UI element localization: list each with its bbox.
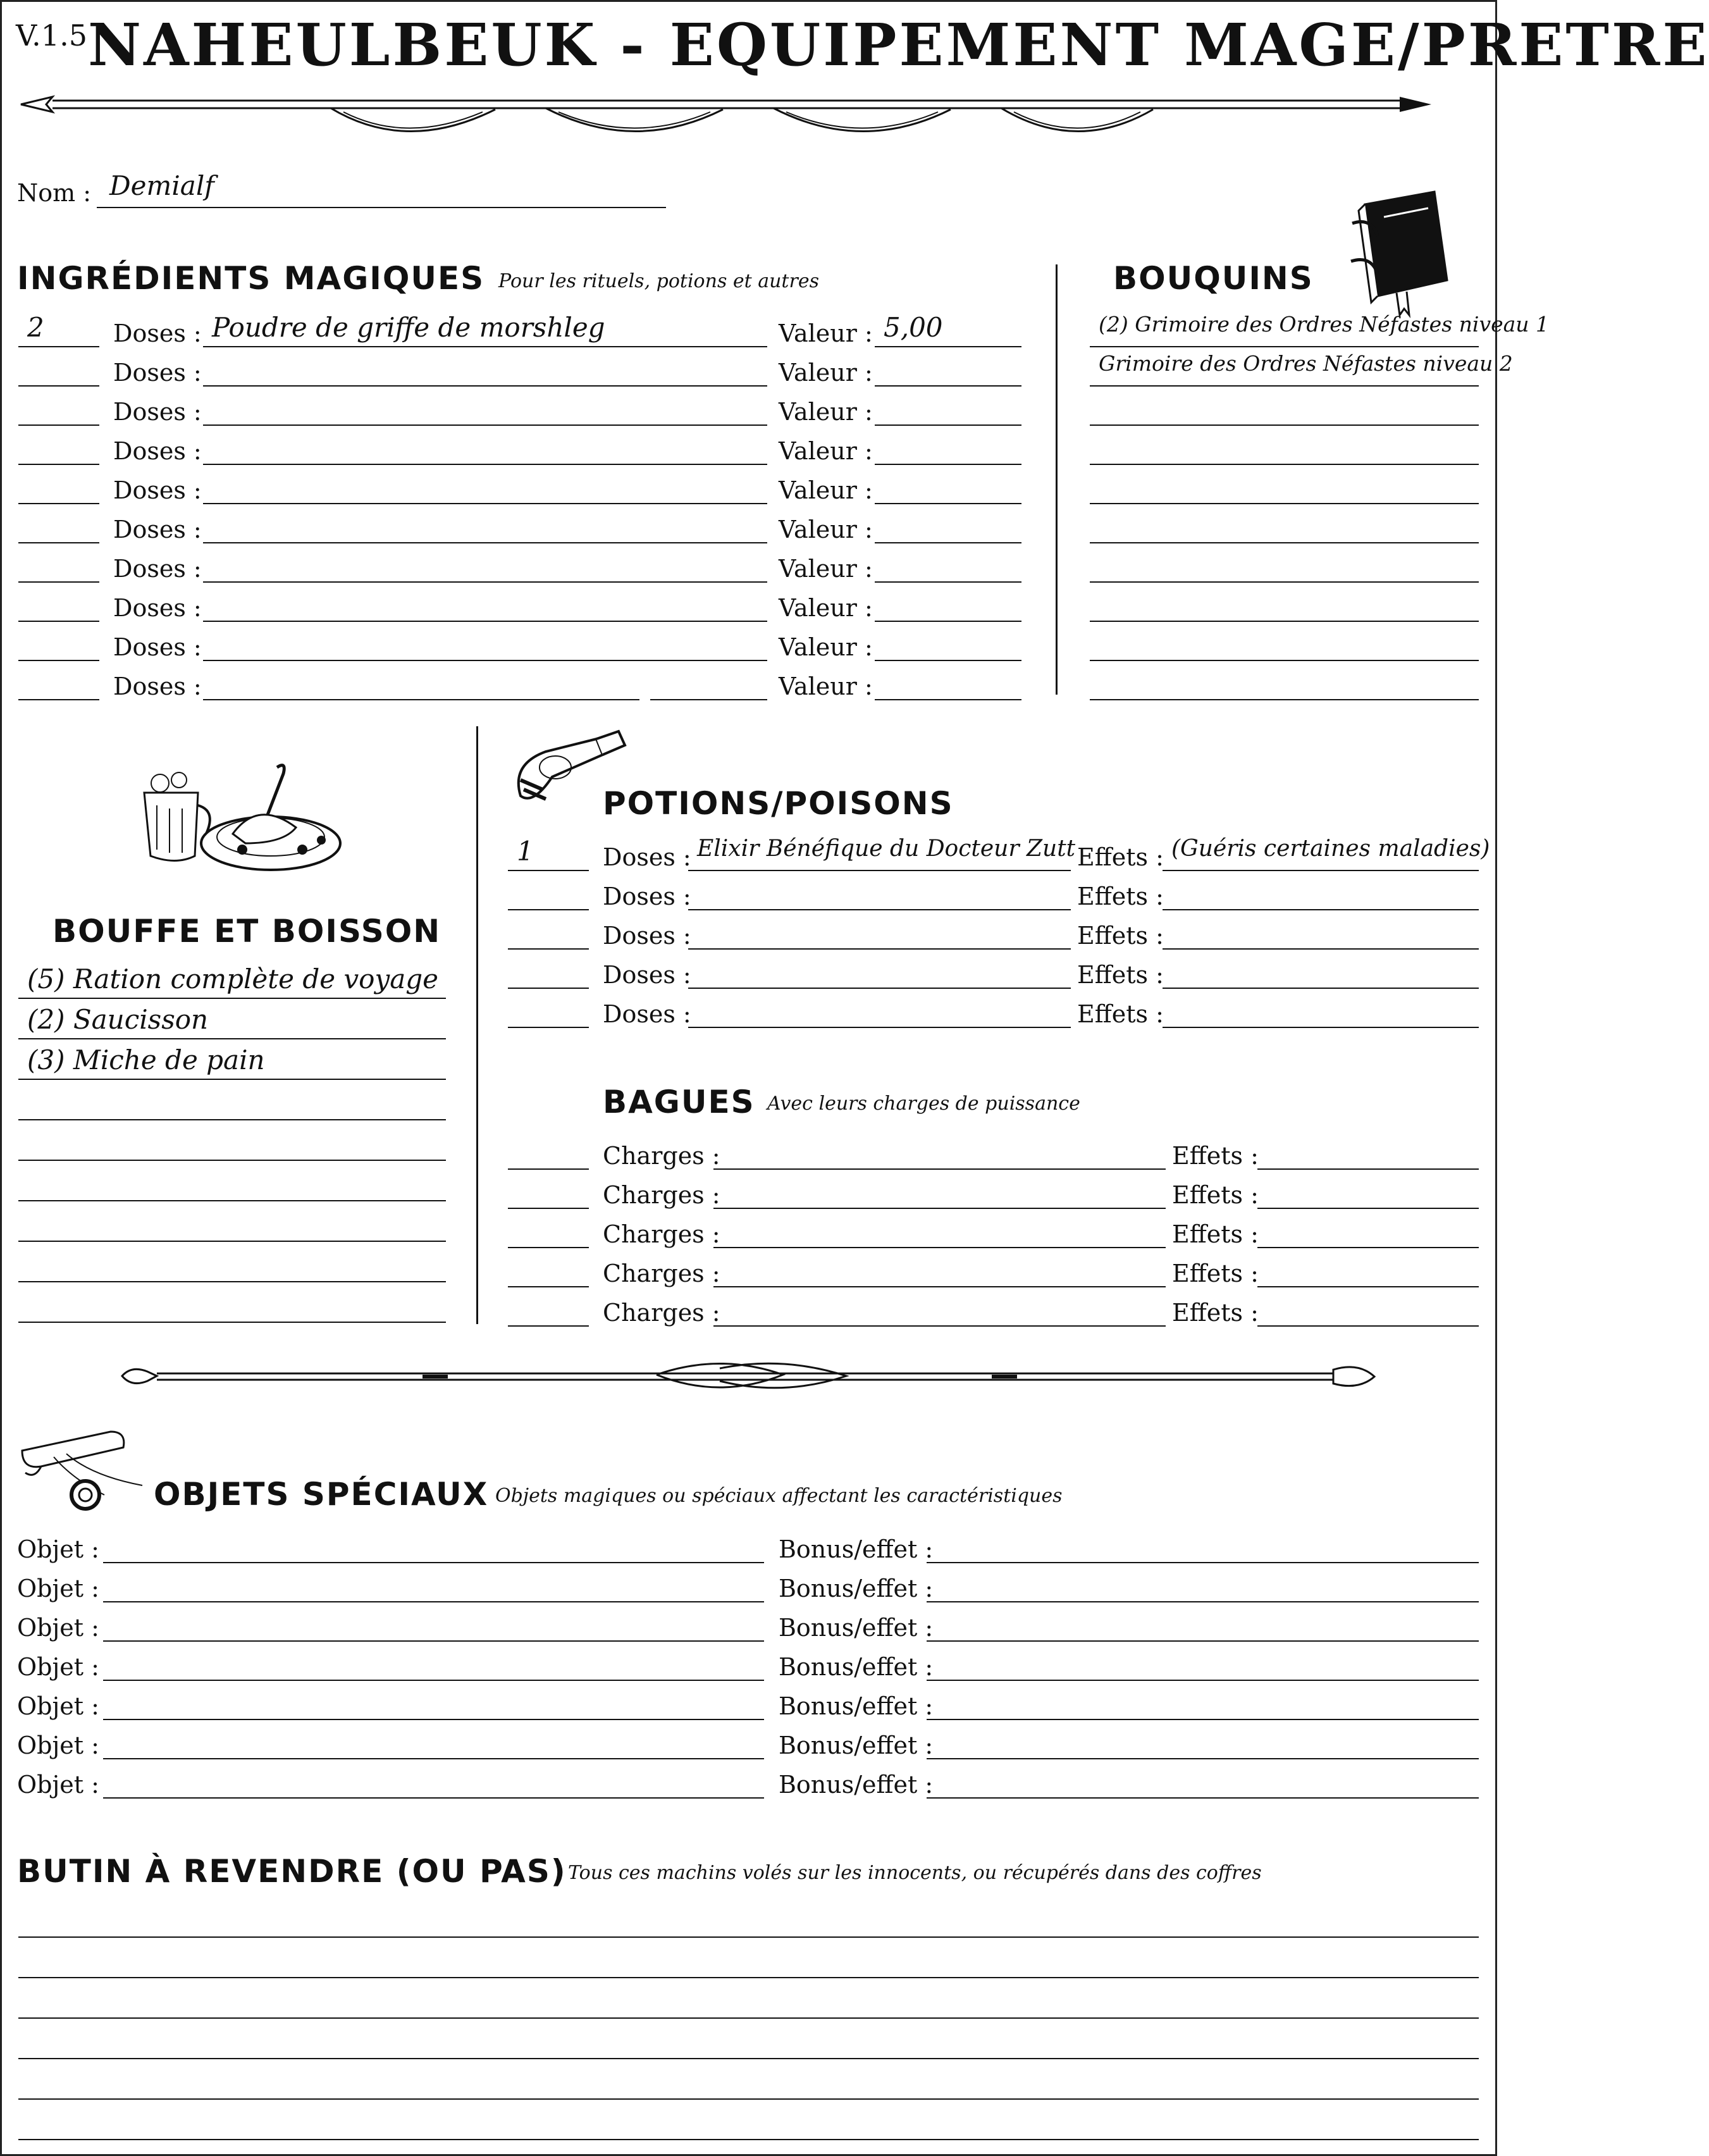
special-bonus-field[interactable] xyxy=(927,1567,1479,1602)
special-object-field[interactable] xyxy=(103,1763,764,1799)
effect-label: Effets : xyxy=(1172,1260,1259,1287)
ring-qty-field[interactable] xyxy=(508,1213,589,1248)
food-line-field[interactable] xyxy=(18,1085,446,1120)
ring-effect-field[interactable] xyxy=(1257,1291,1479,1327)
bonus-label: Bonus/effet : xyxy=(779,1535,934,1563)
ingredient-qty-field[interactable] xyxy=(18,586,99,622)
potion-qty-field[interactable]: 1 xyxy=(508,836,589,871)
special-object-field[interactable] xyxy=(103,1606,764,1642)
food-line-field[interactable]: (3) Miche de pain xyxy=(18,1044,446,1080)
dose-label: Doses : xyxy=(113,555,202,583)
effect-label: Effets : xyxy=(1077,883,1164,910)
value-label: Valeur : xyxy=(779,516,873,543)
ingredient-value-field[interactable] xyxy=(875,508,1021,543)
loot-line-field[interactable] xyxy=(18,2024,1479,2059)
ingredient-value-field[interactable]: 5,00 xyxy=(875,312,1021,347)
bonus-label: Bonus/effet : xyxy=(779,1614,934,1642)
object-label: Objet : xyxy=(17,1692,99,1720)
charges-label: Charges : xyxy=(603,1299,720,1327)
ingredient-qty-field[interactable] xyxy=(18,547,99,583)
food-line-field[interactable] xyxy=(18,1247,446,1282)
special-bonus-field[interactable] xyxy=(927,1528,1479,1563)
special-bonus-field[interactable] xyxy=(927,1645,1479,1681)
book-line-field[interactable] xyxy=(1090,665,1479,700)
food-line-field[interactable]: (5) Ration complète de voyage xyxy=(18,963,446,999)
dose-label: Doses : xyxy=(603,1000,691,1028)
dose-label: Doses : xyxy=(603,961,691,989)
rings-subtitle: Avec leurs charges de puissance xyxy=(767,1093,1080,1115)
value-label: Valeur : xyxy=(779,633,873,661)
ingredient-value-field[interactable] xyxy=(875,626,1021,661)
column-divider xyxy=(1056,264,1058,695)
special-bonus-field[interactable] xyxy=(927,1606,1479,1642)
ingredient-qty-field[interactable] xyxy=(18,665,99,700)
ingredient-name-field[interactable] xyxy=(203,390,767,426)
book-line-field[interactable]: (2) Grimoire des Ordres Néfastes niveau 1 xyxy=(1090,312,1479,347)
potion-qty-field[interactable] xyxy=(508,914,589,950)
potion-name-field[interactable]: Elixir Bénéfique du Docteur Zutt xyxy=(688,836,1071,871)
dose-label: Doses : xyxy=(113,437,202,465)
dose-label: Doses : xyxy=(113,516,202,543)
ring-qty-field[interactable] xyxy=(508,1252,589,1287)
dose-label: Doses : xyxy=(603,883,691,910)
potion-effect-field[interactable] xyxy=(1163,953,1479,989)
ingredient-qty-field[interactable] xyxy=(18,508,99,543)
bonus-label: Bonus/effet : xyxy=(779,1575,934,1602)
food-plate-icon xyxy=(132,755,347,881)
food-line-field[interactable] xyxy=(18,1206,446,1242)
loot-line-field[interactable] xyxy=(18,2064,1479,2100)
staff-divider-icon xyxy=(119,1356,1378,1406)
ingredients-subtitle: Pour les rituels, potions et autres xyxy=(498,270,819,292)
special-object-field[interactable] xyxy=(103,1685,764,1720)
ingredient-value-field[interactable] xyxy=(875,351,1021,387)
effect-label: Effets : xyxy=(1172,1142,1259,1170)
potion-qty-field[interactable] xyxy=(508,993,589,1028)
value-label: Valeur : xyxy=(779,398,873,426)
bonus-label: Bonus/effet : xyxy=(779,1732,934,1759)
ingredient-name-field[interactable] xyxy=(203,547,767,583)
book-line-field[interactable]: Grimoire des Ordres Néfastes niveau 2 xyxy=(1090,351,1479,387)
loot-line-field[interactable] xyxy=(18,1943,1479,1978)
bonus-label: Bonus/effet : xyxy=(779,1692,934,1720)
ingredient-value-field[interactable] xyxy=(875,586,1021,622)
ring-effect-field[interactable] xyxy=(1257,1213,1479,1248)
ingredient-value-field[interactable] xyxy=(875,430,1021,465)
book-line-field[interactable] xyxy=(1090,508,1479,543)
ring-effect-field[interactable] xyxy=(1257,1252,1479,1287)
book-line-field[interactable] xyxy=(1090,390,1479,426)
effect-label: Effets : xyxy=(1172,1181,1259,1209)
name-field[interactable]: Demialf xyxy=(97,170,666,208)
special-subtitle: Objets magiques ou spéciaux affectant les caractéristiques xyxy=(495,1485,1063,1507)
object-label: Objet : xyxy=(17,1575,99,1602)
charges-label: Charges : xyxy=(603,1220,720,1248)
loot-title: BUTIN À REVENDRE (OU PAS) xyxy=(17,1853,567,1890)
version-label: V.1.5 xyxy=(16,18,87,53)
special-object-field[interactable] xyxy=(103,1567,764,1602)
ingredient-value-field[interactable] xyxy=(875,469,1021,504)
charges-label: Charges : xyxy=(603,1142,720,1170)
potion-effect-field[interactable] xyxy=(1163,993,1479,1028)
value-label: Valeur : xyxy=(779,476,873,504)
ingredient-value-field[interactable] xyxy=(875,390,1021,426)
bonus-label: Bonus/effet : xyxy=(779,1771,934,1799)
name-label: Nom : xyxy=(17,179,92,207)
ring-qty-field[interactable] xyxy=(508,1134,589,1170)
ingredient-qty-field[interactable] xyxy=(18,390,99,426)
value-label: Valeur : xyxy=(779,359,873,387)
potion-name-field[interactable] xyxy=(688,993,1071,1028)
ring-effect-field[interactable] xyxy=(1257,1134,1479,1170)
loot-line-field[interactable] xyxy=(18,2105,1479,2140)
potion-name-field[interactable] xyxy=(688,914,1071,950)
food-title: BOUFFE ET BOISSON xyxy=(52,913,441,950)
value-label: Valeur : xyxy=(779,319,873,347)
potion-qty-field[interactable] xyxy=(508,953,589,989)
dose-label: Doses : xyxy=(113,594,202,622)
food-line-field[interactable] xyxy=(18,1125,446,1161)
ingredient-name-field[interactable] xyxy=(203,626,767,661)
potion-name-field[interactable] xyxy=(688,875,1071,910)
value-label: Valeur : xyxy=(779,555,873,583)
ingredient-name-field[interactable] xyxy=(203,508,767,543)
dose-label: Doses : xyxy=(113,672,202,700)
potion-effect-field[interactable]: (Guéris certaines maladies) xyxy=(1163,836,1479,871)
dose-label: Doses : xyxy=(113,359,202,387)
special-bonus-field[interactable] xyxy=(927,1763,1479,1799)
value-label: Valeur : xyxy=(779,594,873,622)
ring-charges-field[interactable] xyxy=(713,1134,1166,1170)
ingredient-qty-field[interactable] xyxy=(18,626,99,661)
dose-label: Doses : xyxy=(113,319,202,347)
dose-label: Doses : xyxy=(603,843,691,871)
effect-label: Effets : xyxy=(1077,922,1164,950)
bonus-label: Bonus/effet : xyxy=(779,1653,934,1681)
ring-charges-field[interactable] xyxy=(713,1291,1166,1327)
loot-line-field[interactable] xyxy=(18,1983,1479,2019)
potion-qty-field[interactable] xyxy=(508,875,589,910)
object-label: Objet : xyxy=(17,1614,99,1642)
ingredient-name-field[interactable]: Poudre de griffe de morshleg xyxy=(203,312,767,347)
ring-charges-field[interactable] xyxy=(713,1174,1166,1209)
value-label: Valeur : xyxy=(779,672,873,700)
potion-effect-field[interactable] xyxy=(1163,875,1479,910)
book-line-field[interactable] xyxy=(1090,469,1479,504)
object-label: Objet : xyxy=(17,1535,99,1563)
ingredient-name-field[interactable] xyxy=(203,586,767,622)
special-object-field[interactable] xyxy=(103,1724,764,1759)
ingredient-value-field[interactable] xyxy=(875,665,1021,700)
loot-subtitle: Tous ces machins volés sur les innocents, ou récupérés dans des coffres xyxy=(568,1862,1262,1884)
effect-label: Effets : xyxy=(1077,1000,1164,1028)
ingredient-qty-field[interactable]: 2 xyxy=(18,312,99,347)
potion-effect-field[interactable] xyxy=(1163,914,1479,950)
object-label: Objet : xyxy=(17,1771,99,1799)
book-icon xyxy=(1346,185,1453,318)
food-line-field[interactable]: (2) Saucisson xyxy=(18,1004,446,1039)
object-label: Objet : xyxy=(17,1732,99,1759)
scroll-ring-icon xyxy=(16,1419,149,1520)
special-object-field[interactable] xyxy=(103,1645,764,1681)
special-object-field[interactable] xyxy=(103,1528,764,1563)
special-bonus-field[interactable] xyxy=(927,1724,1479,1759)
effect-label: Effets : xyxy=(1172,1220,1259,1248)
dose-label: Doses : xyxy=(113,476,202,504)
column-divider xyxy=(476,726,478,1324)
ingredients-title: INGRÉDIENTS MAGIQUES xyxy=(17,260,485,297)
food-line-field[interactable] xyxy=(18,1166,446,1201)
ring-qty-field[interactable] xyxy=(508,1174,589,1209)
potions-title: POTIONS/POISONS xyxy=(603,785,954,822)
dose-label: Doses : xyxy=(603,922,691,950)
loot-line-field[interactable] xyxy=(18,1902,1479,1938)
dose-label: Doses : xyxy=(113,398,202,426)
ring-effect-field[interactable] xyxy=(1257,1174,1479,1209)
ring-charges-field[interactable] xyxy=(713,1213,1166,1248)
effect-label: Effets : xyxy=(1077,843,1164,871)
dose-label: Doses : xyxy=(113,633,202,661)
ingredient-name-field[interactable] xyxy=(203,430,767,465)
value-label: Valeur : xyxy=(779,437,873,465)
ring-qty-field[interactable] xyxy=(508,1291,589,1327)
ingredient-qty-field[interactable] xyxy=(18,430,99,465)
ingredient-name-field[interactable] xyxy=(203,351,767,387)
food-line-field[interactable] xyxy=(18,1287,446,1323)
ingredient-qty-field[interactable] xyxy=(18,469,99,504)
effect-label: Effets : xyxy=(1077,961,1164,989)
object-label: Objet : xyxy=(17,1653,99,1681)
special-bonus-field[interactable] xyxy=(927,1685,1479,1720)
ingredient-name-field[interactable] xyxy=(203,469,767,504)
ingredient-name-field[interactable] xyxy=(203,665,639,700)
page-title: NAHEULBEUK - EQUIPEMENT MAGE/PRETRE xyxy=(88,11,1709,79)
rings-title: BAGUES xyxy=(603,1084,755,1120)
book-line-field[interactable] xyxy=(1090,626,1479,661)
effect-label: Effets : xyxy=(1172,1299,1259,1327)
ring-charges-field[interactable] xyxy=(713,1252,1166,1287)
book-line-field[interactable] xyxy=(1090,586,1479,622)
book-line-field[interactable] xyxy=(1090,430,1479,465)
blank-line[interactable] xyxy=(650,699,767,700)
spear-divider-icon xyxy=(15,84,1438,147)
ingredient-qty-field[interactable] xyxy=(18,351,99,387)
books-title: BOUQUINS xyxy=(1113,260,1314,297)
ingredient-value-field[interactable] xyxy=(875,547,1021,583)
charges-label: Charges : xyxy=(603,1260,720,1287)
special-title: OBJETS SPÉCIAUX xyxy=(154,1476,489,1513)
charges-label: Charges : xyxy=(603,1181,720,1209)
potion-name-field[interactable] xyxy=(688,953,1071,989)
book-line-field[interactable] xyxy=(1090,547,1479,583)
